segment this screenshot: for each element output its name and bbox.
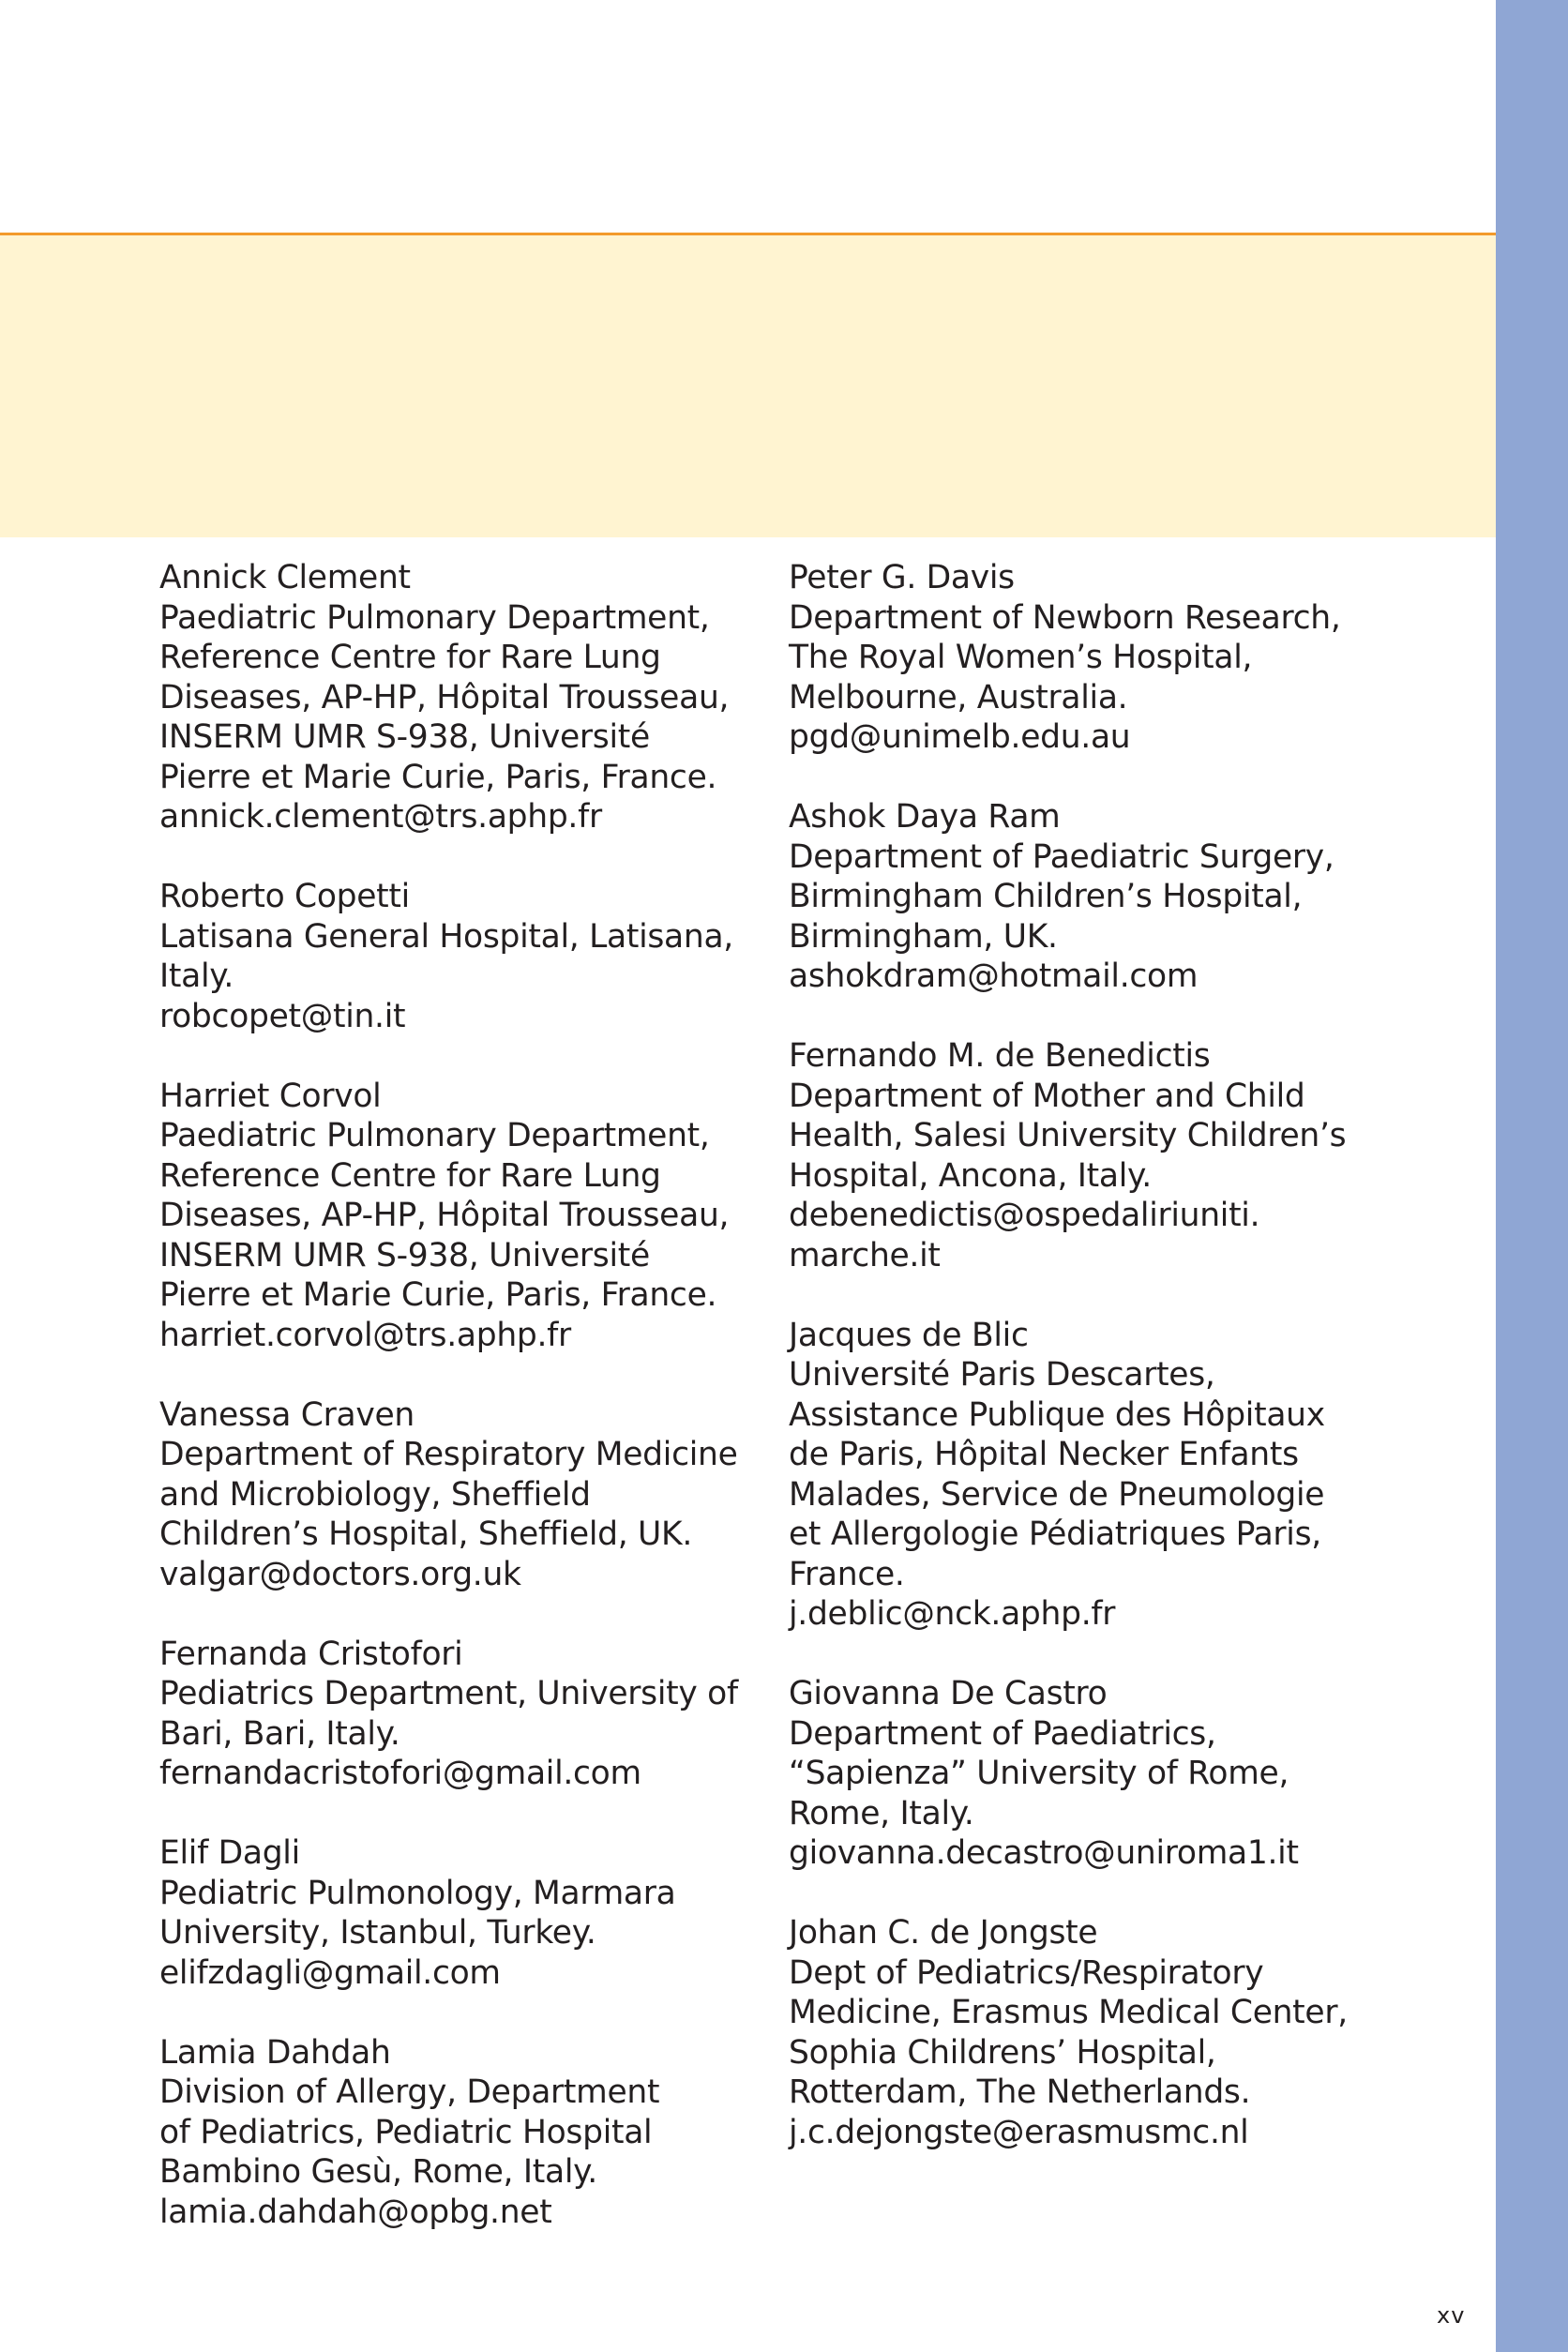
contributor-name: Ashok Daya Ram [789,798,1061,836]
contributor-affiliation-line: INSERM UMR S-938, Université [159,718,650,756]
contributor-affiliation-line: Malades, Service de Pneumologie [789,1475,1325,1514]
contributor-affiliation-line: Birmingham, UK. [789,917,1058,956]
contributor-affiliation-line: Paediatric Pulmonary Department, [159,598,710,637]
contributor-affiliation-line: Diseases, AP-HP, Hôpital Trousseau, [159,678,730,716]
contributor-entry [789,558,1398,758]
contributor-affiliation-line: Paediatric Pulmonary Department, [159,1117,710,1154]
header-band [0,233,1496,537]
contributor-name: Elif Dagli [159,1834,300,1872]
contributor-entry [159,2033,769,2233]
contributor-affiliation-line: Latisana General Hospital, Latisana, [159,917,733,956]
contributor-email: robcopet@tin.it [159,997,406,1035]
contributor-affiliation-line: INSERM UMR S-938, Université [159,1236,650,1274]
contributor-affiliation-line: Université Paris Descartes, [789,1356,1215,1394]
contributor-name: Giovanna De Castro [789,1675,1108,1712]
contributor-email: marche.it [789,1236,941,1274]
contributor-name: Johan C. de Jongste [789,1914,1098,1952]
contributor-email: elifzdagli@gmail.com [159,1953,501,1992]
contributor-affiliation-line: Department of Paediatric Surgery, [789,837,1334,876]
contributor-entry [159,1833,769,1993]
contributor-affiliation-line: Department of Newborn Research, [789,598,1341,637]
contributor-affiliation-line: Diseases, AP-HP, Hôpital Trousseau, [159,1197,730,1234]
page-number: xv [1437,2302,1466,2329]
contributor-name: Harriet Corvol [159,1077,382,1115]
contributor-affiliation-line: Sophia Childrens’ Hospital, [789,2033,1216,2072]
contributor-email: fernandacristofori@gmail.com [159,1755,641,1792]
contributor-affiliation-line: Health, Salesi University Children’s [789,1117,1347,1154]
contributor-affiliation-line: de Paris, Hôpital Necker Enfants [789,1436,1299,1473]
contributor-affiliation-line: Children’s Hospital, Sheffield, UK. [159,1515,692,1553]
contributor-entry [159,1395,769,1595]
contributor-name: Roberto Copetti [159,878,410,915]
contributor-name: Peter G. Davis [789,559,1015,596]
contributor-name: Jacques de Blic [789,1316,1029,1354]
contributor-affiliation-line: Medicine, Erasmus Medical Center, [789,1994,1348,2031]
contributor-affiliation-line: Melbourne, Australia. [789,678,1128,716]
contributor-email: lamia.dahdah@opbg.net [159,2193,552,2231]
contributor-affiliation-line: Rotterdam, The Netherlands. [789,2073,1251,2111]
contributor-entry [159,1077,769,1356]
contributor-email: pgd@unimelb.edu.au [789,718,1131,756]
contributor-affiliation-line: Italy. [159,957,234,995]
contributor-email: giovanna.decastro@uniroma1.it [789,1834,1299,1872]
contributor-affiliation-line: Reference Centre for Rare Lung [159,1156,661,1195]
contributor-affiliation-line: Bambino Gesù, Rome, Italy. [159,2153,597,2191]
contributor-name: Lamia Dahdah [159,2033,391,2072]
contributor-affiliation-line: “Sapienza” University of Rome, [789,1755,1289,1792]
contributor-name: Fernanda Cristofori [159,1635,463,1673]
contributor-affiliation-line: The Royal Women’s Hospital, [789,639,1253,676]
contributor-affiliation-line: Department of Mother and Child [789,1077,1305,1115]
contributor-email: ashokdram@hotmail.com [789,957,1199,995]
contributor-affiliation-line: Department of Respiratory Medicine [159,1436,738,1473]
contributor-entry [789,1674,1398,1874]
contributor-email: valgar@doctors.org.uk [159,1555,521,1593]
contributor-entry [159,1635,769,1794]
contributors-right-column [789,558,1398,2193]
contributor-affiliation-line: Pediatric Pulmonology, Marmara [159,1874,676,1912]
contributor-entry [159,877,769,1036]
contributor-affiliation-line: Pierre et Marie Curie, Paris, France. [159,1276,717,1314]
contributor-name: Annick Clement [159,559,411,596]
contributor-email: annick.clement@trs.aphp.fr [159,798,602,836]
contributor-affiliation-line: Birmingham Children’s Hospital, [789,878,1303,915]
contributor-affiliation-line: and Microbiology, Sheffield [159,1475,591,1514]
contributor-email: harriet.corvol@trs.aphp.fr [159,1316,571,1354]
contributor-entry [789,1913,1398,2152]
contributor-affiliation-line: Rome, Italy. [789,1794,974,1832]
contributor-affiliation-line: University, Istanbul, Turkey. [159,1914,596,1952]
contributor-affiliation-line: Pediatrics Department, University of [159,1675,738,1712]
contributor-entry [159,558,769,837]
contributor-affiliation-line: Reference Centre for Rare Lung [159,639,661,676]
contributor-affiliation-line: Division of Allergy, Department [159,2073,660,2111]
contributors-left-column [159,558,769,2272]
contributor-entry [789,797,1398,997]
contributor-affiliation-line: et Allergologie Pédiatriques Paris, [789,1515,1321,1553]
contributor-affiliation-line: Hospital, Ancona, Italy. [789,1156,1152,1195]
contributor-affiliation-line: Department of Paediatrics, [789,1714,1216,1753]
contributor-affiliation-line: Dept of Pediatrics/Respiratory [789,1953,1264,1992]
contributor-entry [789,1316,1398,1635]
contributor-name: Fernando M. de Benedictis [789,1037,1211,1075]
contributor-email: debenedictis@ospedaliriuniti. [789,1197,1260,1234]
contributor-affiliation-line: Pierre et Marie Curie, Paris, France. [159,758,717,796]
contributor-email: j.c.dejongste@erasmusmc.nl [789,2113,1249,2151]
contributor-entry [789,1036,1398,1275]
contributor-email: j.deblic@nck.aphp.fr [789,1595,1116,1633]
contributor-affiliation-line: of Pediatrics, Pediatric Hospital [159,2113,653,2151]
contributor-affiliation-line: France. [789,1555,905,1593]
contributor-affiliation-line: Assistance Publique des Hôpitaux [789,1395,1325,1434]
contributor-name: Vanessa Craven [159,1395,415,1434]
side-color-bar [1496,0,1568,2352]
contributor-affiliation-line: Bari, Bari, Italy. [159,1714,400,1753]
